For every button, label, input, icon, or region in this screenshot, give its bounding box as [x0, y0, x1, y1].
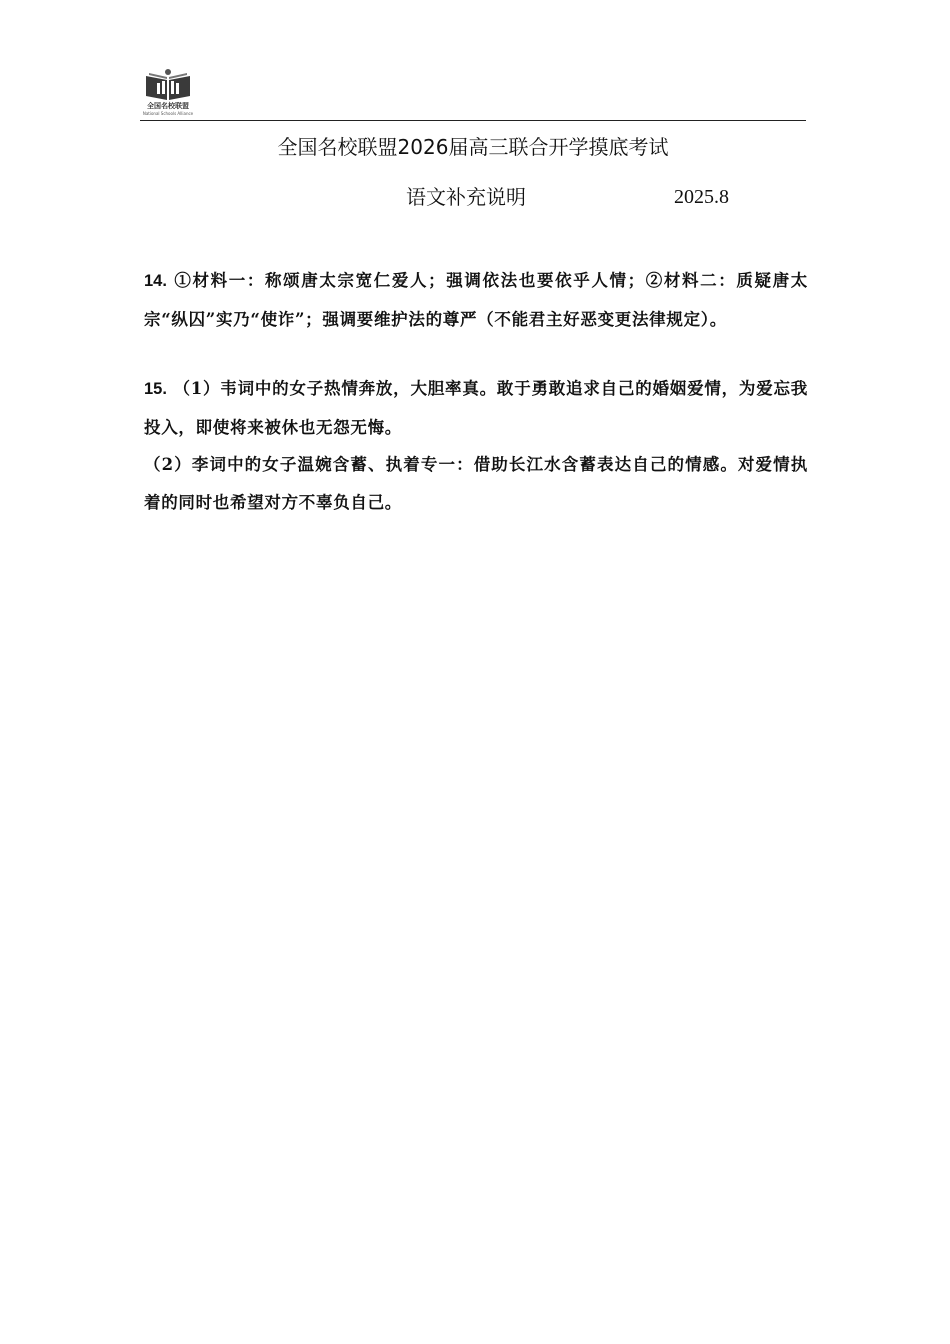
answer-text: ①材料一：称颂唐太宗宽仁爱人；强调依法也要依乎人情；②材料二：质疑唐太宗“纵囚”实乃“使诈”；强调要维护法的尊严（不能君主好恶变更法律规定）。: [144, 271, 808, 329]
document-title: 全国名校联盟2026届高三联合开学摸底考试: [277, 135, 669, 159]
answer-14: [144, 262, 808, 338]
answer-number: 14.: [144, 272, 167, 290]
header-divider: [140, 120, 806, 121]
answer-text: （1）韦词中的女子热情奔放，大胆率真。敢于勇敢追求自己的婚姻爱情，为爱忘我投入，即使将来被休也无怨无悔。: [144, 379, 808, 437]
answer-15: [144, 370, 808, 446]
logo: [140, 66, 196, 118]
answer-15-part-2: （2）李词中的女子温婉含蓄、执着专一：借助长江水含蓄表达自己的情感。对爱情执着的同时也希望对方不辜负自己。: [144, 455, 808, 512]
logo-subtext: National Schools Alliance: [142, 111, 194, 116]
book-logo-icon: [140, 66, 196, 102]
document-subtitle: 语文补充说明: [406, 185, 526, 209]
document-date: 2025.8: [674, 186, 729, 208]
answer-content: [144, 262, 808, 521]
logo-text: 全国名校联盟: [147, 102, 189, 110]
answer-number: 15.: [144, 380, 167, 398]
